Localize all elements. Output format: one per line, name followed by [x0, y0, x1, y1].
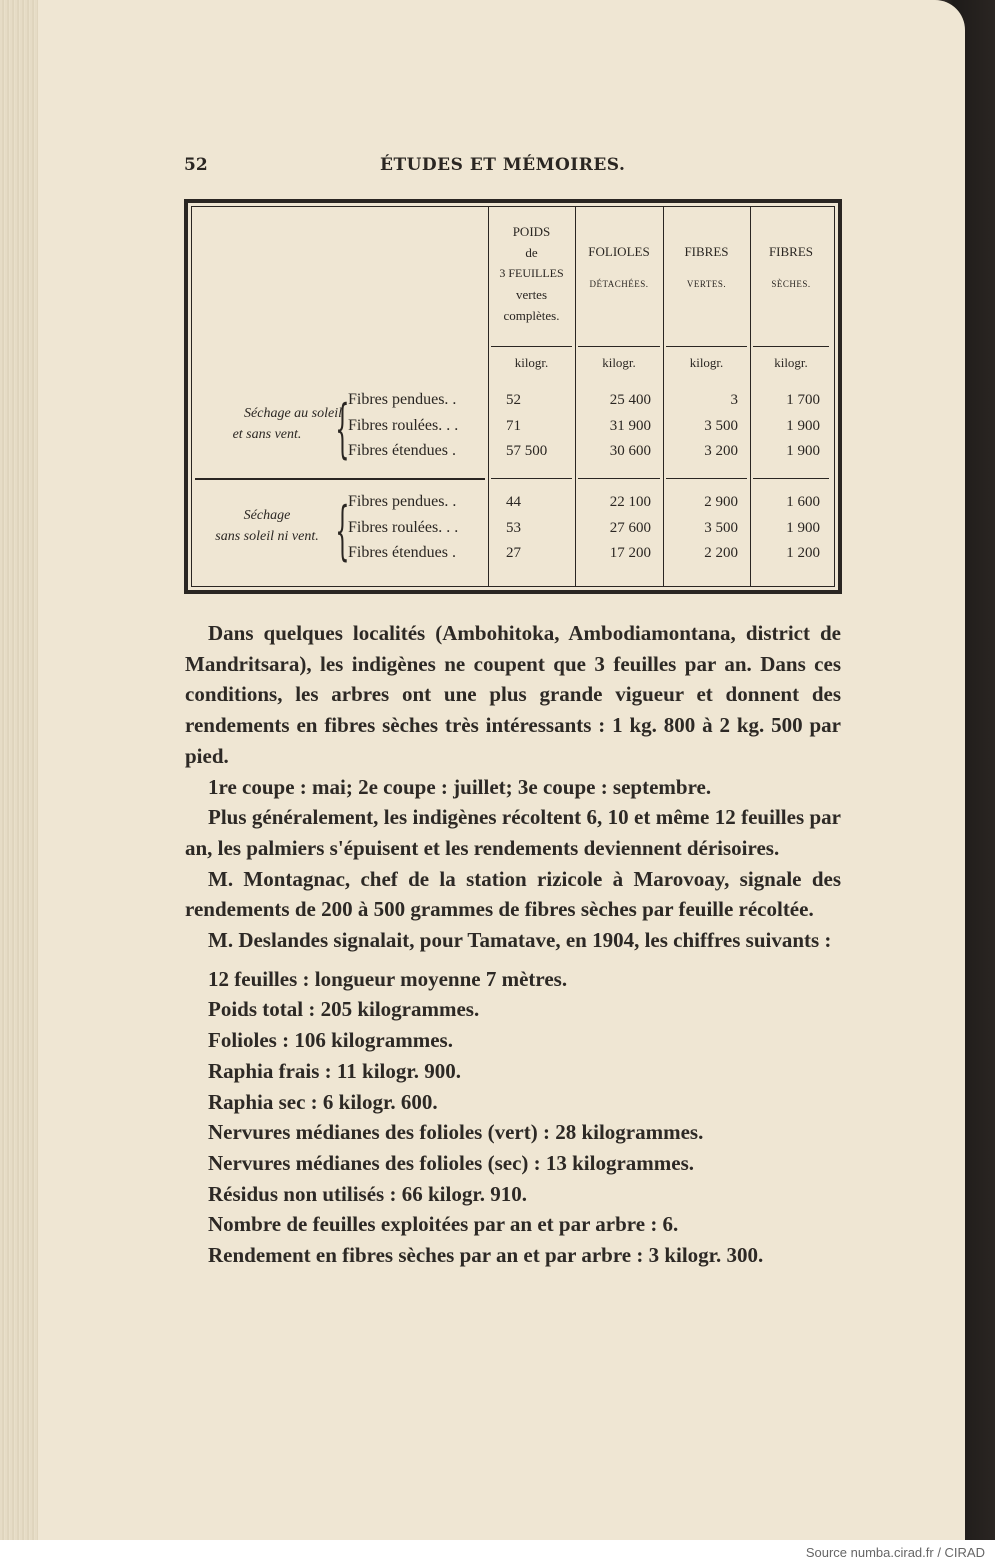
- list-item: Résidus non utilisés : 66 kilogr. 910.: [208, 1181, 527, 1206]
- row-label: Fibres étendues .: [348, 442, 456, 459]
- column-header-line: POIDS: [512, 224, 551, 239]
- table-cell: 31 900: [609, 417, 651, 434]
- column-header-line: complètes.: [503, 308, 560, 323]
- running-title: ÉTUDES ET MÉMOIRES.: [380, 155, 626, 175]
- brace-icon: {: [335, 392, 350, 466]
- column-header-line: de: [525, 245, 538, 260]
- unit-label: kilogr.: [689, 355, 724, 370]
- table-cell: 3: [730, 392, 738, 408]
- table-cell: 3 200: [704, 443, 738, 459]
- row-label: Fibres étendues .: [348, 544, 456, 561]
- unit-label: kilogr.: [602, 355, 636, 370]
- header-rule: [578, 346, 660, 347]
- page-stack-edge: [0, 0, 38, 1540]
- paragraph: M. Montagnac, chef de la station rizicole à Marovoay, signale des rendements de 200 à 500 grammes de fibres sèches par feuille récoltée.: [185, 866, 841, 922]
- brace-icon: {: [335, 494, 350, 568]
- table-cell: 27: [506, 545, 521, 561]
- column-header-line: 3 FEUILLES: [499, 266, 564, 280]
- row-label: Fibres roulées. . .: [348, 416, 459, 434]
- table-cell: 25 400: [609, 392, 651, 408]
- source-credit: Source numba.cirad.fr / CIRAD: [805, 1545, 985, 1560]
- table-cell: 1 900: [786, 443, 820, 459]
- table-cell: 44: [506, 494, 521, 510]
- list-item: Nombre de feuilles exploitées par an et par arbre : 6.: [208, 1212, 679, 1237]
- list-item: 12 feuilles : longueur moyenne 7 mètres.: [208, 966, 568, 991]
- group-label: [192, 505, 342, 547]
- column-header-line: SÈCHES.: [771, 279, 811, 289]
- table-cell: 53: [506, 519, 521, 536]
- group-rule: [578, 478, 660, 479]
- table-cell: 27 600: [609, 519, 651, 536]
- paragraph: M. Deslandes signalait, pour Tamatave, en 1904, les chiffres suivants :: [208, 928, 832, 953]
- body-text: [185, 618, 841, 1271]
- table-cell: 1 600: [786, 494, 820, 510]
- column-header-line: vertes: [515, 287, 548, 302]
- table-cell: 57 500: [506, 443, 548, 459]
- column-header: [750, 241, 832, 295]
- table-cell: 52: [506, 392, 521, 408]
- row-label: Fibres roulées. . .: [348, 518, 459, 536]
- column-header-line: VERTES.: [686, 279, 727, 289]
- paragraph: 1re coupe : mai; 2e coupe : juillet; 3e coupe : septembre.: [208, 774, 712, 799]
- paragraph: Dans quelques localités (Ambohitoka, Ambodiamontana, district de Mandritsara), les indigènes ne coupent que 3 feuilles par an. Dans ces conditions, les arbres ont une plus grande vigueur et donnent des rendements en fibres sèches très intéressants : 1 kg. 800 à 2 kg. 500 par pied.: [185, 621, 841, 768]
- group-rule: [491, 478, 572, 479]
- table-cell: 22 100: [609, 494, 651, 510]
- page-number: 52: [184, 155, 208, 175]
- list-item: Raphia sec : 6 kilogr. 600.: [208, 1089, 438, 1114]
- list-item: Folioles : 106 kilogrammes.: [208, 1028, 453, 1053]
- table-cell: 1 200: [786, 545, 820, 561]
- paragraph: Plus généralement, les indigènes récoltent 6, 10 et même 12 feuilles par an, les palmiers s'épuisent et les rendements deviennent dérisoires.: [185, 805, 841, 860]
- column-header: [663, 241, 750, 295]
- group-rule: [195, 478, 485, 480]
- header-rule: [491, 346, 572, 347]
- header-rule: [666, 346, 747, 347]
- unit-label: kilogr.: [774, 355, 808, 370]
- list-item: Rendement en fibres sèches par an et par arbre : 3 kilogr. 300.: [208, 1243, 764, 1268]
- table-cell: 17 200: [609, 545, 651, 561]
- group-label: [192, 403, 342, 445]
- table-cell: 1 700: [786, 392, 820, 408]
- row-label: Fibres pendues. .: [348, 391, 457, 408]
- list-item: Raphia frais : 11 kilogr. 900.: [208, 1058, 462, 1083]
- table-cell: 30 600: [609, 443, 651, 459]
- list-item: Nervures médianes des folioles (vert) : 28 kilogrammes.: [208, 1120, 704, 1145]
- figures-list: [185, 964, 841, 1271]
- group-rule: [753, 478, 829, 479]
- table-cell: 2 900: [704, 494, 738, 510]
- column-header-line: FIBRES: [768, 244, 814, 259]
- column-header-line: FIBRES: [684, 244, 729, 259]
- table-cell: 3 500: [704, 519, 738, 536]
- group-rule: [666, 478, 747, 479]
- group-label-line: sans soleil ni vent.: [215, 529, 319, 544]
- table-cell: 71: [506, 417, 521, 434]
- table-cell: 3 500: [704, 417, 738, 434]
- column-header-line: DÉTACHÉES.: [589, 279, 649, 289]
- unit-label: kilogr.: [514, 355, 549, 370]
- row-label: Fibres pendues. .: [348, 493, 457, 510]
- table-cell: 1 900: [786, 519, 820, 536]
- list-item: Nervures médianes des folioles (sec) : 13 kilogrammes.: [208, 1150, 695, 1175]
- header-rule: [753, 346, 829, 347]
- group-label-line: Séchage: [243, 508, 291, 523]
- group-label-line: et sans vent.: [232, 427, 302, 442]
- data-table: [184, 199, 842, 594]
- list-item: Poids total : 205 kilogrammes.: [208, 997, 480, 1022]
- column-header-line: FOLIOLES: [588, 244, 650, 259]
- group-label-line: Séchage au soleil: [244, 406, 342, 421]
- column-header: [488, 221, 575, 326]
- table-cell: 1 900: [786, 417, 820, 434]
- table-cell: 2 200: [704, 545, 738, 561]
- column-header: [575, 241, 663, 295]
